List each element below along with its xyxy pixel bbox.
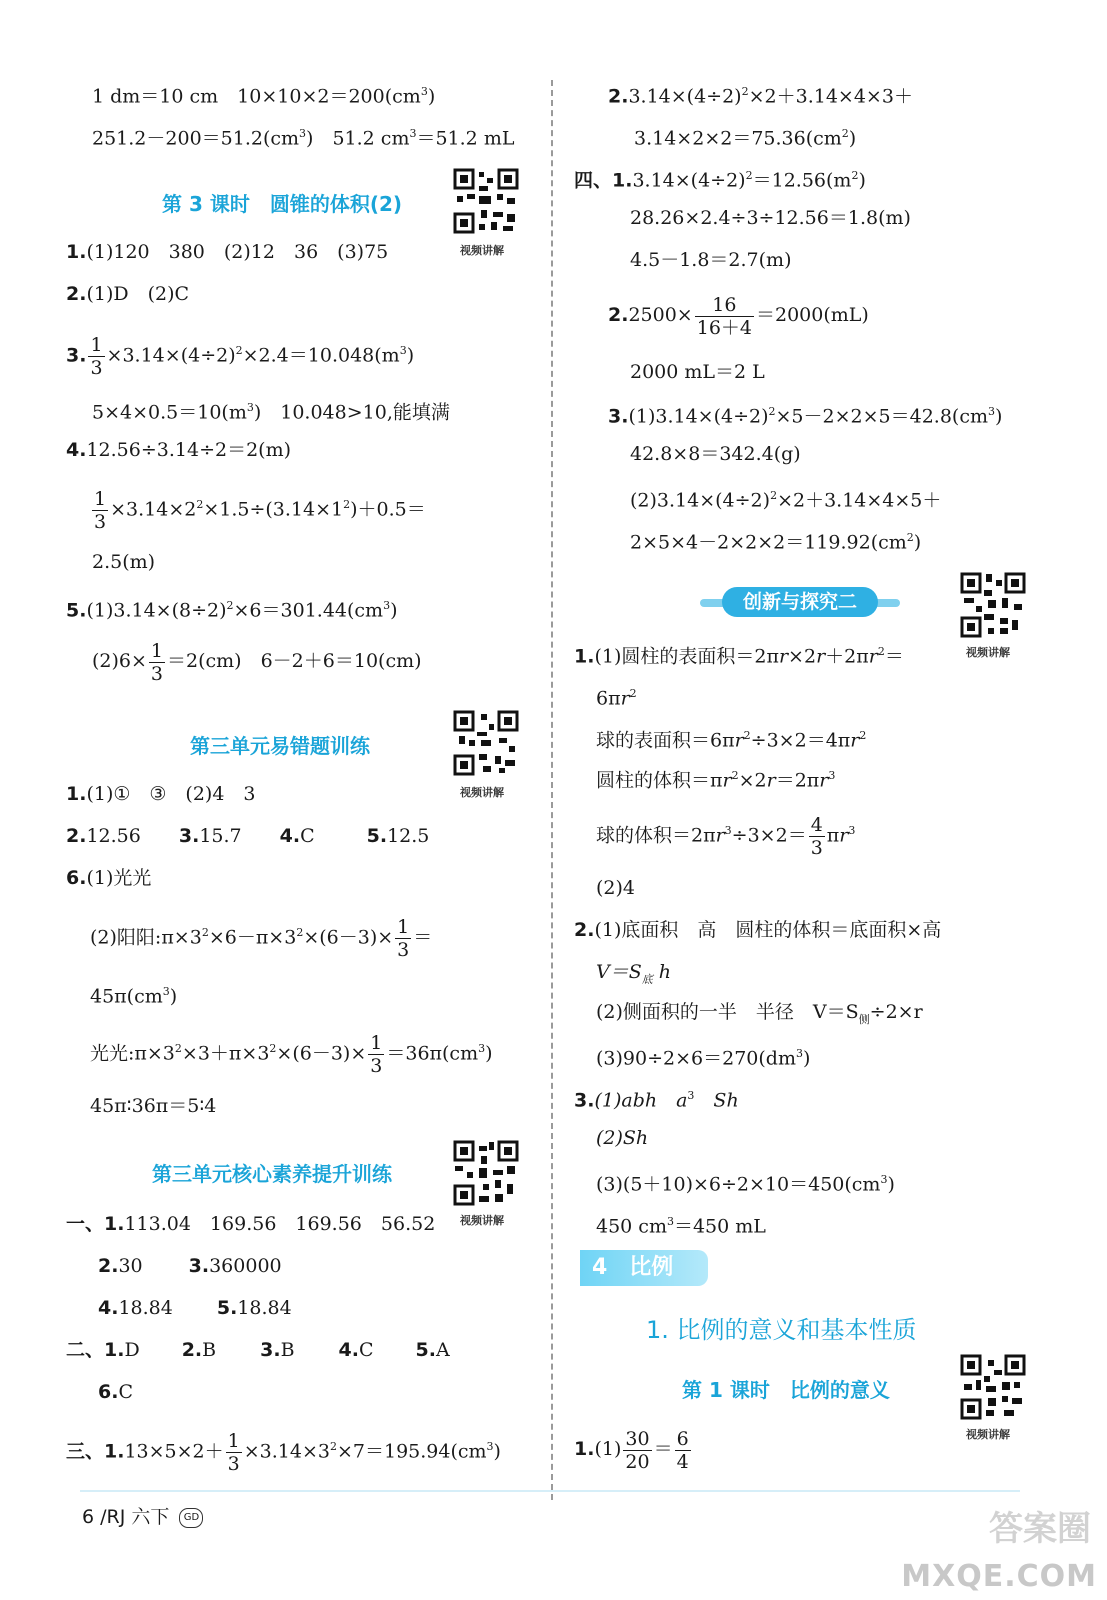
column-divider	[551, 80, 553, 1500]
edition-badge: GD	[179, 1508, 203, 1528]
footer-text: /RJ 六下	[100, 1506, 170, 1528]
explore-answer-3: 3.(1)abh $a^3$ Sh	[574, 1089, 739, 1112]
section-title-ratio-meaning: 第 1 课时 比例的意义	[682, 1378, 890, 1402]
fraction: $\frac{1}{3}$	[397, 915, 410, 961]
fraction: $\frac{16}{16+4}$	[696, 293, 752, 339]
answer-r-4-3: $3.(1)3.14\times(4\div 2)^2\times 5-2\times 2\times 5=42.8(cm^3)$	[608, 405, 1003, 428]
line-l2: $251.2-200=51.2(cm^3)$ 51.2 $cm^3=51.2$ mL	[92, 127, 515, 150]
answer-r-4-1: 四、$1.3.14\times(4\div 2)^2=12.56(m^2)$	[574, 169, 866, 192]
answer-5: $5.(1)3.14\times(8\div 2)^2\times 6=301.44(cm^3)$	[66, 599, 398, 622]
answer-4-line2: $\frac{1}{3}$ $\times 3.14\times 2^2\times 1.5\div(3.14\times 1^2)+0.5=$	[94, 487, 426, 533]
watermark-top: 答案圈	[989, 1509, 1091, 1549]
qr-label: 视频讲解	[966, 646, 1010, 659]
page-footer	[82, 1502, 203, 1529]
core-part1-answer-4-5: 4.18.84 5.18.84	[98, 1297, 292, 1319]
answer-3: 3. $\frac{1}{3}$ $\times 3.14\times(4\div 2)^2\times 2.4=10.048(m^3)$	[66, 333, 415, 379]
error-answer-6-line5: 45π∶36π＝5∶4	[90, 1095, 217, 1117]
explore-answer-1-line3: 球的表面积$=6\pi r^2\div 3\times 2=4\pi r^2$	[596, 729, 867, 752]
footer-line	[80, 1490, 1020, 1492]
banner-label: 创新与探究二	[722, 587, 878, 617]
section-title-cone-volume: 第 3 课时 圆锥的体积(2)	[162, 192, 403, 216]
error-answer-6-line2: (2)阳阳$:\pi\times 3^2\times 6-\pi\times 3^2\times(6-3)\times$ $\frac{1}{3}$ ＝	[90, 915, 433, 961]
answer-r-4-3-line4: $2\times 5\times 4-2\times 2\times 2=119.92(cm^2)$	[630, 531, 922, 554]
line-l1: 1 dm＝10 cm $10\times 10\times 2=200(cm^3)$	[92, 85, 436, 108]
innovation-banner	[700, 587, 900, 617]
explore-answer-3-line3: $(3)(5+10)\times 6\div 2\times 10=450(cm^3)$	[596, 1173, 895, 1196]
answer-r-2-line2: $3.14\times 2\times 2=75.36(cm^2)$	[634, 127, 857, 150]
core-part3-answer-1: 三、1.13×5×2＋ $\frac{1}{3}$ $\times 3.14\times 3^2\times 7=195.94(cm^3)$	[66, 1429, 501, 1475]
fraction: $\frac{1}{3}$	[94, 487, 107, 533]
watermark: MXQE.COM	[901, 1559, 1097, 1594]
qr-label: 视频讲解	[460, 1214, 504, 1227]
qr-code-icon[interactable]	[453, 1140, 519, 1206]
section-title-core-literacy: 第三单元核心素养提升训练	[152, 1162, 392, 1186]
answer-3-line2: $5\times 4\times 0.5=10(m^3)$ 10.048>10,能填满	[92, 401, 450, 424]
qr-code-icon[interactable]	[960, 1354, 1026, 1420]
error-answer-6: 6.(1)光光	[66, 867, 152, 889]
answer-r-4-3-line2: 42.8×8＝342.4(g)	[630, 443, 801, 465]
explore-answer-1: 1.(1)圆柱的表面积$=2\pi r\times 2r+2\pi r^2=$	[574, 645, 904, 668]
fraction: $\frac{6}{4}$	[676, 1427, 689, 1473]
answer-5-line2: (2)6× $\frac{1}{3}$ ＝2(cm) 6－2＋6＝10(cm)	[92, 639, 422, 685]
answer-r-4-1-line2: 28.26×2.4÷3÷12.56＝1.8(m)	[630, 207, 911, 229]
error-answer-6-line4: 光光$:\pi\times 3^2\times 3+\pi\times 3^2\times(6-3)\times$ $\frac{1}{3}$ $=36\pi(cm^3)$	[90, 1031, 493, 1077]
qr-label: 视频讲解	[460, 244, 504, 257]
core-part1-answer-2-3: 2.30 3.360000	[98, 1255, 282, 1277]
page-number: 6	[82, 1506, 95, 1528]
explore-answer-2: 2.(1)底面积 高 圆柱的体积＝底面积×高	[574, 919, 942, 941]
qr-code-icon[interactable]	[453, 710, 519, 776]
answer-4-line3: 2.5(m)	[92, 551, 156, 573]
right-column	[560, 0, 1107, 1600]
error-answer-1: 1.(1)① ③ (2)4 3	[66, 783, 256, 805]
explore-answer-3-line2: (2)Sh	[596, 1127, 649, 1149]
answer-r-4-3-line3: $(2)3.14\times(4\div 2)^2\times 2+3.14\times 4\times 5+$	[630, 489, 942, 512]
explore-answer-2-line2: $V=S_底$ h	[596, 961, 672, 986]
fraction: $\frac{1}{3}$	[90, 333, 103, 379]
lesson-title: 1. 比例的意义和基本性质	[646, 1316, 917, 1344]
answer-r-4-1-line3: 4.5－1.8＝2.7(m)	[630, 249, 792, 271]
explore-answer-1-line2: $6\pi r^2$	[596, 687, 637, 710]
qr-label: 视频讲解	[460, 786, 504, 799]
error-answer-6-line3: $45\pi(cm^3)$	[90, 985, 178, 1008]
answer-2: 2.(1)D (2)C	[66, 283, 190, 305]
answer-r-4-2-line2: 2000 mL＝2 L	[630, 361, 765, 383]
core-part2-answers: 二、1.D 2.B 3.B 4.C 5.A	[66, 1339, 450, 1361]
fraction: $\frac{1}{3}$	[370, 1031, 383, 1077]
fraction: $\frac{1}{3}$	[150, 639, 164, 685]
explore-answer-2-line3: (2)侧面积的一半 半径 $V=S_侧\div 2\times r$	[596, 1001, 923, 1026]
ratio-answer-1: 1.(1) $\frac{30}{20}$ ＝ $\frac{6}{4}$	[574, 1427, 689, 1473]
core-part2-answer-6: 6.C	[98, 1381, 133, 1403]
qr-code-icon[interactable]	[453, 168, 519, 234]
qr-label: 视频讲解	[966, 1428, 1010, 1441]
unit-tab: 4 比例	[580, 1250, 708, 1286]
left-column	[0, 0, 548, 1600]
section-title-error-training: 第三单元易错题训练	[190, 734, 370, 758]
answer-1: 1.(1)120 380 (2)12 36 (3)75	[66, 241, 389, 263]
explore-answer-3-line4: 450 $cm^3=450$ mL	[596, 1215, 766, 1238]
core-part1-answer-1: 一、1.113.04 169.56 169.56 56.52	[66, 1213, 436, 1235]
explore-answer-2-line4: $(3)90\div 2\times 6=270(dm^3)$	[596, 1047, 811, 1070]
answer-4: 4.12.56÷3.14÷2＝2(m)	[66, 439, 292, 461]
answer-r-2: $2.3.14\times(4\div 2)^2\times 2+3.14\times 4\times 3+$	[608, 85, 913, 108]
qr-code-icon[interactable]	[960, 572, 1026, 638]
error-answer-2-5: 2.12.56 3.15.7 4.C 5.12.5	[66, 825, 430, 847]
explore-answer-1-line5: 球的体积$=2\pi r^3\div 3\times 2=$ $\frac{4}{3}$ $\pi r^3$	[596, 813, 856, 859]
answer-r-4-2: 2.2500× $\frac{16}{16+4}$ ＝2000(mL)	[608, 293, 869, 339]
fraction: $\frac{30}{20}$	[625, 1427, 650, 1473]
fraction: $\frac{4}{3}$	[810, 813, 823, 859]
explore-answer-1-line4: 圆柱的体积$=\pi r^2\times 2r=2\pi r^3$	[596, 769, 836, 792]
explore-answer-1-line6: (2)4	[596, 877, 636, 899]
fraction: $\frac{1}{3}$	[227, 1429, 240, 1475]
